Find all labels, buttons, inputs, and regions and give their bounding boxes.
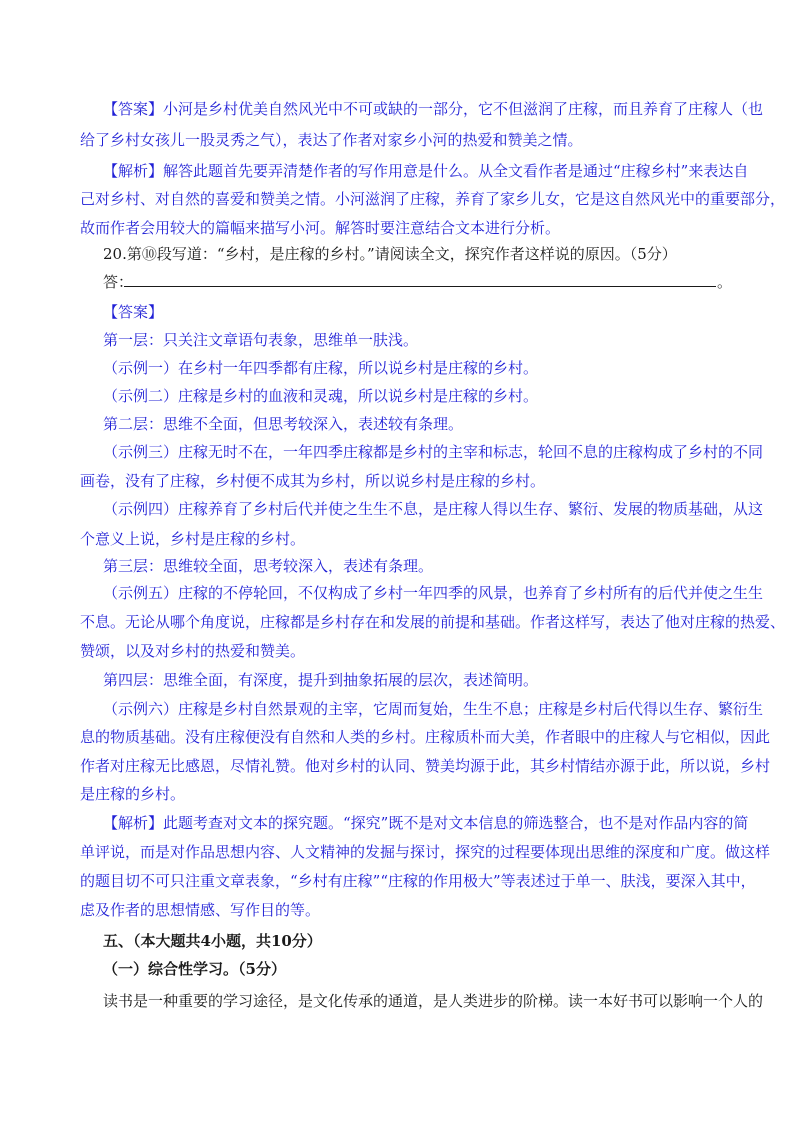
section-5-intro: 读书是一种重要的学习途径，是文化传承的通道，是人类进步的阶梯。读一本好书可以影响一个人的: [103, 992, 764, 1010]
example-5-line-1: （示例五）庄稼的不停轮回，不仅构成了乡村一年四季的风景，也养育了乡村所有的后代并使之生生: [103, 584, 764, 602]
answer-blank-line[interactable]: [124, 286, 716, 287]
q19-answer-line-2: 给了乡村女孩儿一股灵秀之气），表达了作者对家乡小河的热爱和赞美之情。: [80, 131, 583, 149]
example-3-line-2: 画卷，没有了庄稼，乡村便不成其为乡村，所以说乡村是庄稼的乡村。: [80, 472, 546, 490]
q19-analysis-line-1: 【解析】解答此题首先要弄清楚作者的写作用意是什么。从全文看作者是通过“庄稼乡村”来表达自: [103, 162, 749, 180]
q20-analysis-line-1: 【解析】此题考查对文本的探究题。“探究”既不是对文本信息的筛选整合，也不是对作品内容的简: [103, 814, 749, 832]
q19-analysis-line-3: 故而作者会用较大的篇幅来描写小河。解答时要注意结合文本进行分析。: [80, 219, 561, 237]
example-5-line-3: 赞颂，以及对乡村的热爱和赞美。: [80, 642, 306, 660]
example-6-line-2: 息的物质基础。没有庄稼便没有自然和人类的乡村。庄稼质朴而大美，作者眼中的庄稼人与它相似，因此: [80, 728, 771, 746]
example-5-line-2: 不息。无论从哪个角度说，庄稼都是乡村存在和发展的前提和基础。作者这样写，表达了他对庄稼的热爱、: [80, 613, 786, 631]
level-1-heading: 第一层：只关注文章语句表象，思维单一肤浅。: [103, 331, 419, 349]
q19-analysis-line-2: 己对乡村、对自然的喜爱和赞美之情。小河滋润了庄稼，养育了家乡儿女，它是这自然风光中的重要部分，: [80, 190, 786, 208]
example-6-line-1: （示例六）庄稼是乡村自然景观的主宰，它周而复始，生生不息；庄稼是乡村后代得以生存、繁衍生: [103, 700, 764, 718]
q20-analysis-line-4: 虑及作者的思想情感、写作目的等。: [80, 901, 321, 919]
example-6-line-4: 是庄稼的乡村。: [80, 785, 186, 803]
q20-analysis-line-3: 的题目切不可只注重文章表象，“乡村有庄稼”“庄稼的作用极大”等表述过于单一、肤浅，要深入其中，: [80, 872, 756, 890]
example-6-line-3: 作者对庄稼无比感恩，尽情礼赞。他对乡村的认同、赞美均源于此，其乡村情结亦源于此，所以说，乡村: [80, 757, 771, 775]
example-3-line-1: （示例三）庄稼无时不在，一年四季庄稼都是乡村的主宰和标志，轮回不息的庄稼构成了乡村的不同: [103, 443, 764, 461]
q20-answer-tag: 【答案】: [103, 303, 164, 321]
q19-answer-line-1: 【答案】小河是乡村优美自然风光中不可或缺的一部分，它不但滋润了庄稼，而且养育了庄稼人（也: [103, 100, 764, 118]
section-5-subheading: （一）综合性学习。（5分）: [103, 960, 286, 978]
example-4-line-2: 个意义上说，乡村是庄稼的乡村。: [80, 530, 306, 548]
level-2-heading: 第二层：思维不全面，但思考较深入，表述较有条理。: [103, 415, 464, 433]
answer-end-mark: 。: [717, 273, 733, 291]
q20-analysis-line-2: 单评说，而是对作品思想内容、人文精神的发掘与探讨，探究的过程要体现出思维的深度和广度。做这样: [80, 843, 771, 861]
section-5-heading: 五、（本大题共4小题，共10分）: [103, 932, 322, 950]
level-3-heading: 第三层：思维较全面，思考较深入，表述有条理。: [103, 557, 434, 575]
level-4-heading: 第四层：思维全面，有深度，提升到抽象拓展的层次，表述简明。: [103, 671, 539, 689]
example-2: （示例二）庄稼是乡村的血液和灵魂，所以说乡村是庄稼的乡村。: [103, 387, 539, 405]
example-4-line-1: （示例四）庄稼养育了乡村后代并使之生生不息，是庄稼人得以生存、繁衍、发展的物质基础，从这: [103, 500, 764, 518]
q20-question: 20.第⑩段写道：“乡村，是庄稼的乡村。”请阅读全文，探究作者这样说的原因。（5分）: [103, 245, 677, 263]
example-1: （示例一）在乡村一年四季都有庄稼，所以说乡村是庄稼的乡村。: [103, 359, 539, 377]
answer-label: 答：: [103, 273, 134, 291]
